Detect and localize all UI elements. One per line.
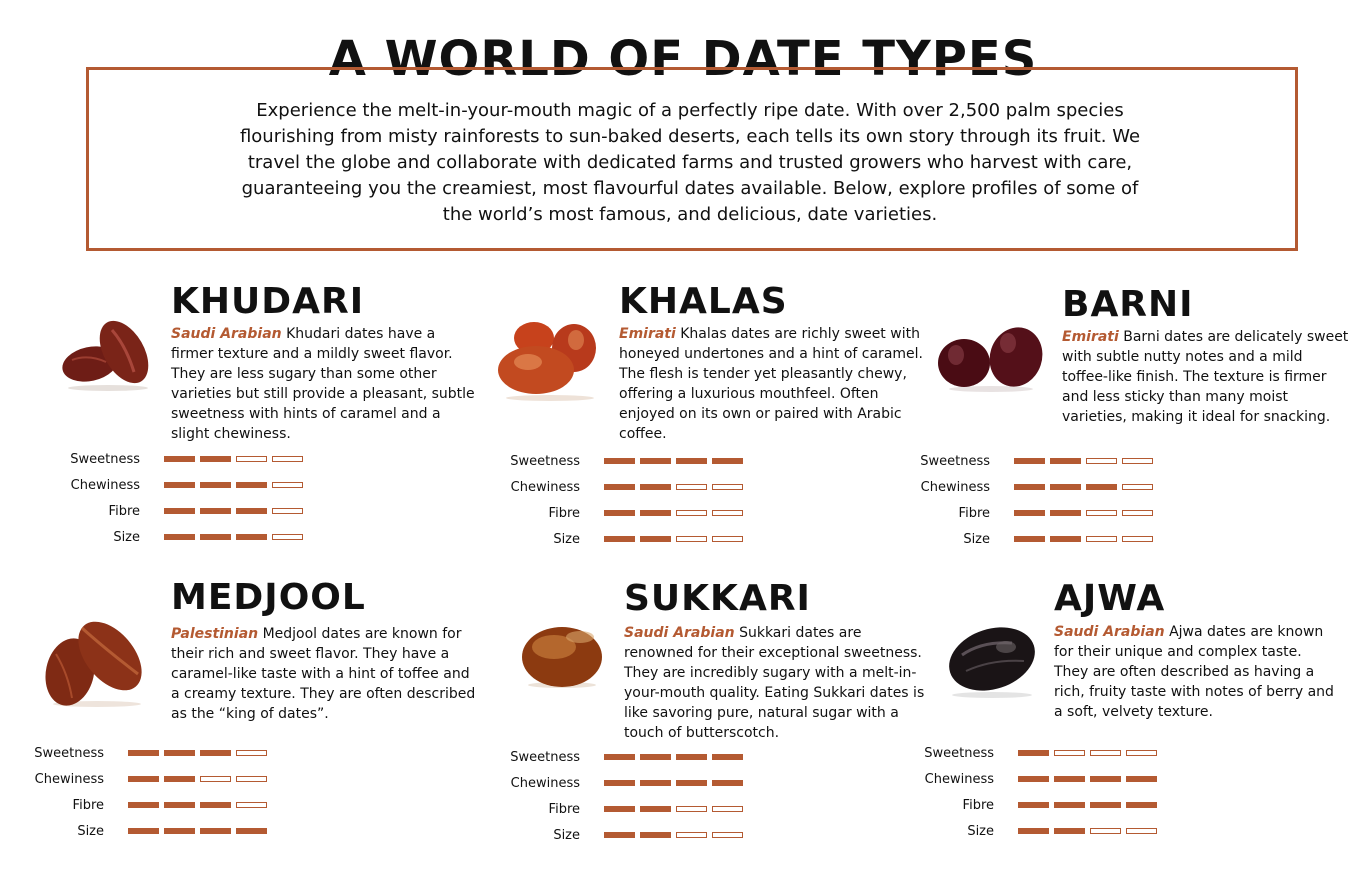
date-origin: Saudi Arabian	[171, 326, 282, 342]
rating-label: Sweetness	[920, 453, 990, 469]
rating-label: Chewiness	[34, 771, 104, 787]
rating-bar-filled	[604, 536, 635, 542]
rating-bars	[604, 536, 748, 542]
rating-label: Fibre	[108, 503, 140, 519]
rating-bar-filled	[1018, 750, 1049, 756]
rating-bar-filled	[164, 508, 195, 514]
rating-bar-empty	[236, 456, 267, 462]
rating-bar-empty	[1126, 828, 1157, 834]
rating-bar-filled	[128, 750, 159, 756]
rating-row-size	[60, 524, 308, 550]
rating-bar-empty	[272, 456, 303, 462]
rating-row-fibre	[60, 498, 308, 524]
rating-bar-filled	[604, 510, 635, 516]
rating-row-fibre	[910, 500, 1158, 526]
date-name: MEDJOOL	[171, 577, 366, 618]
rating-bar-empty	[676, 806, 707, 812]
rating-table	[500, 448, 748, 552]
rating-bars	[128, 750, 272, 756]
rating-bar-empty	[1122, 536, 1153, 542]
rating-bars	[164, 508, 308, 514]
rating-label: Chewiness	[70, 477, 140, 493]
rating-bar-filled	[712, 754, 743, 760]
rating-bar-empty	[676, 832, 707, 838]
date-card-barni	[920, 284, 1356, 555]
rating-row-fibre	[914, 792, 1162, 818]
rating-bar-empty	[236, 802, 267, 808]
date-description: Saudi Arabian Ajwa dates are known for their unique and complex taste. They are often described as having a rich, fruity taste with notes of berry and a soft, velvety texture.	[1054, 624, 1334, 720]
page-title: A WORLD OF DATE TYPES	[0, 24, 1366, 94]
rating-bars	[604, 484, 748, 490]
rating-label: Size	[113, 529, 140, 545]
sukkari-date-photo	[520, 625, 604, 689]
rating-bar-empty	[1054, 750, 1085, 756]
rating-bar-empty	[676, 510, 707, 516]
rating-table	[60, 446, 308, 550]
rating-bars	[604, 832, 748, 838]
rating-bars	[604, 780, 748, 786]
rating-label: Sweetness	[70, 451, 140, 467]
rating-bar-empty	[1086, 536, 1117, 542]
rating-bars	[1014, 484, 1158, 490]
rating-bar-filled	[1014, 536, 1045, 542]
rating-bar-filled	[164, 802, 195, 808]
rating-bar-filled	[1054, 828, 1085, 834]
rating-bar-filled	[604, 458, 635, 464]
rating-row-size	[500, 822, 748, 848]
rating-bar-filled	[1126, 776, 1157, 782]
rating-bar-filled	[640, 484, 671, 490]
rating-table	[24, 740, 272, 844]
date-origin: Palestinian	[171, 626, 259, 642]
rating-row-size	[24, 818, 272, 844]
rating-row-sweetness	[500, 448, 748, 474]
date-card-khudari	[60, 282, 480, 552]
rating-bar-filled	[1126, 802, 1157, 808]
rating-label: Size	[963, 531, 990, 547]
rating-row-sweetness	[910, 448, 1158, 474]
rating-bar-filled	[640, 832, 671, 838]
rating-label: Sweetness	[924, 745, 994, 761]
rating-bar-empty	[712, 806, 743, 812]
rating-bar-filled	[604, 780, 635, 786]
rating-row-fibre	[500, 500, 748, 526]
rating-bar-empty	[200, 776, 231, 782]
rating-row-fibre	[24, 792, 272, 818]
rating-bar-filled	[236, 828, 267, 834]
rating-bar-filled	[164, 534, 195, 540]
rating-bar-filled	[200, 482, 231, 488]
rating-bar-filled	[712, 780, 743, 786]
rating-bar-empty	[1090, 828, 1121, 834]
medjool-date-photo	[42, 614, 152, 708]
rating-bar-filled	[1014, 510, 1045, 516]
rating-bar-empty	[272, 534, 303, 540]
rating-bar-filled	[676, 780, 707, 786]
rating-bar-filled	[236, 534, 267, 540]
rating-bar-empty	[1086, 458, 1117, 464]
rating-table	[914, 740, 1162, 844]
rating-label: Chewiness	[924, 771, 994, 787]
rating-bar-empty	[236, 750, 267, 756]
rating-row-chewiness	[910, 474, 1158, 500]
rating-label: Chewiness	[510, 479, 580, 495]
ajwa-date-photo	[942, 621, 1042, 699]
rating-bar-filled	[1090, 802, 1121, 808]
rating-bar-filled	[200, 534, 231, 540]
rating-bars	[1018, 750, 1162, 756]
rating-bar-filled	[1018, 828, 1049, 834]
date-name: SUKKARI	[624, 578, 811, 619]
rating-bar-empty	[1122, 484, 1153, 490]
rating-bar-filled	[1050, 510, 1081, 516]
date-card-khalas	[508, 282, 928, 552]
rating-bar-filled	[128, 776, 159, 782]
rating-bar-filled	[1014, 458, 1045, 464]
rating-bar-empty	[272, 482, 303, 488]
rating-bar-empty	[1126, 750, 1157, 756]
rating-bar-filled	[1050, 536, 1081, 542]
date-name: BARNI	[1062, 284, 1194, 325]
rating-bar-filled	[164, 456, 195, 462]
rating-bar-filled	[1086, 484, 1117, 490]
rating-bar-empty	[1090, 750, 1121, 756]
rating-bars	[604, 458, 748, 464]
rating-row-chewiness	[500, 474, 748, 500]
date-name: KHUDARI	[171, 281, 365, 322]
rating-bar-filled	[676, 458, 707, 464]
rating-bars	[164, 456, 308, 462]
rating-label: Sweetness	[510, 749, 580, 765]
rating-bars	[604, 510, 748, 516]
rating-bar-filled	[1050, 458, 1081, 464]
rating-row-size	[500, 526, 748, 552]
date-origin: Emirati	[1062, 329, 1119, 345]
intro-text: Experience the melt-in-your-mouth magic of a perfectly ripe date. With over 2,500 palm species flourishing from misty rainforests to sun-baked deserts, each tells its own story through its fruit. We travel the globe and collaborate with dedicated farms and trusted growers who harvest with care, guaranteeing you the creamiest, most flavourful dates available. Below, explore profiles of some of the world’s most famous, and delicious, date varieties.	[239, 100, 1141, 225]
rating-bars	[128, 802, 272, 808]
barni-date-photo	[936, 321, 1046, 393]
rating-label: Fibre	[548, 505, 580, 521]
rating-bar-filled	[164, 482, 195, 488]
rating-label: Size	[553, 531, 580, 547]
rating-label: Fibre	[958, 505, 990, 521]
rating-label: Sweetness	[510, 453, 580, 469]
rating-row-sweetness	[500, 744, 748, 770]
rating-bar-filled	[640, 806, 671, 812]
rating-bars	[604, 806, 748, 812]
date-description: Emirati Khalas dates are richly sweet with honeyed undertones and a hint of caramel. The flesh is tender yet pleasantly chewy, offering a luxurious mouthfeel. Often enjoyed on its own or paired with Arabic coffee.	[619, 326, 923, 442]
rating-bar-filled	[604, 754, 635, 760]
rating-bar-filled	[1014, 484, 1045, 490]
rating-row-size	[910, 526, 1158, 552]
rating-label: Chewiness	[920, 479, 990, 495]
rating-row-fibre	[500, 796, 748, 822]
rating-label: Sweetness	[34, 745, 104, 761]
rating-bar-filled	[1054, 776, 1085, 782]
rating-bar-filled	[200, 828, 231, 834]
rating-label: Chewiness	[510, 775, 580, 791]
date-name: KHALAS	[619, 281, 788, 322]
rating-bars	[1018, 776, 1162, 782]
rating-row-sweetness	[24, 740, 272, 766]
rating-bar-filled	[128, 828, 159, 834]
rating-bar-filled	[604, 832, 635, 838]
rating-bar-filled	[200, 750, 231, 756]
rating-label: Size	[77, 823, 104, 839]
rating-label: Size	[553, 827, 580, 843]
date-name: AJWA	[1054, 578, 1166, 619]
rating-bar-filled	[1090, 776, 1121, 782]
rating-row-chewiness	[60, 472, 308, 498]
date-origin: Emirati	[619, 326, 676, 342]
rating-bar-filled	[236, 508, 267, 514]
rating-row-sweetness	[914, 740, 1162, 766]
date-card-sukkari	[510, 578, 936, 849]
rating-label: Fibre	[548, 801, 580, 817]
rating-bars	[1014, 458, 1158, 464]
rating-bar-empty	[236, 776, 267, 782]
khudari-date-photo	[60, 316, 156, 392]
rating-bar-empty	[676, 484, 707, 490]
date-description: Palestinian Medjool dates are known for their rich and sweet flavor. They have a caramel-like taste with a hint of toffee and a creamy texture. They are often described as the “king of dates”.	[171, 626, 476, 722]
rating-bar-filled	[604, 484, 635, 490]
rating-bars	[1018, 802, 1162, 808]
rating-bar-filled	[236, 482, 267, 488]
rating-bar-filled	[640, 536, 671, 542]
rating-bar-empty	[676, 536, 707, 542]
rating-bar-filled	[1018, 776, 1049, 782]
rating-bar-filled	[640, 510, 671, 516]
rating-bar-filled	[604, 806, 635, 812]
rating-bar-empty	[272, 508, 303, 514]
rating-table	[910, 448, 1158, 552]
rating-bar-filled	[712, 458, 743, 464]
rating-label: Fibre	[962, 797, 994, 813]
date-origin: Saudi Arabian	[1054, 624, 1165, 640]
rating-row-sweetness	[60, 446, 308, 472]
rating-row-chewiness	[500, 770, 748, 796]
date-description: Saudi Arabian Sukkari dates are renowned for their exceptional sweetness. They are incredibly sugary with a melt-in-your-mouth quality. Eating Sukkari dates is like savoring pure, natural sugar with a touch of butterscotch.	[624, 625, 925, 741]
date-origin: Saudi Arabian	[624, 625, 735, 641]
rating-bar-filled	[676, 754, 707, 760]
rating-bars	[128, 776, 272, 782]
rating-bar-empty	[712, 484, 743, 490]
rating-table	[500, 744, 748, 848]
rating-bar-filled	[640, 780, 671, 786]
rating-bars	[164, 482, 308, 488]
rating-bar-empty	[1122, 458, 1153, 464]
rating-label: Fibre	[72, 797, 104, 813]
rating-bar-filled	[640, 754, 671, 760]
rating-row-size	[914, 818, 1162, 844]
rating-bars	[1014, 510, 1158, 516]
rating-bars	[128, 828, 272, 834]
rating-bar-filled	[200, 456, 231, 462]
rating-row-chewiness	[24, 766, 272, 792]
rating-bar-filled	[640, 458, 671, 464]
rating-bars	[604, 754, 748, 760]
rating-bar-filled	[164, 776, 195, 782]
date-card-ajwa	[924, 578, 1362, 849]
rating-bar-empty	[712, 510, 743, 516]
date-description: Emirati Barni dates are delicately sweet with subtle nutty notes and a mild toffee-like finish. The texture is firmer and less sticky than many moist varieties, making it ideal for snacking.	[1062, 329, 1349, 425]
rating-bars	[1018, 828, 1162, 834]
rating-label: Size	[967, 823, 994, 839]
rating-bar-filled	[1050, 484, 1081, 490]
rating-bars	[1014, 536, 1158, 542]
date-card-medjool	[34, 577, 476, 848]
rating-bar-empty	[712, 536, 743, 542]
rating-row-chewiness	[914, 766, 1162, 792]
khalas-date-photo	[494, 312, 606, 402]
rating-bar-filled	[164, 750, 195, 756]
rating-bar-filled	[200, 802, 231, 808]
rating-bar-filled	[164, 828, 195, 834]
rating-bar-empty	[1086, 510, 1117, 516]
rating-bar-filled	[1054, 802, 1085, 808]
date-description: Saudi Arabian Khudari dates have a firmer texture and a mildly sweet flavor. They are less sugary than some other varieties but still provide a pleasant, subtle sweetness with hints of caramel and a slight chewiness.	[171, 326, 475, 442]
rating-bar-empty	[1122, 510, 1153, 516]
rating-bar-filled	[128, 802, 159, 808]
rating-bar-empty	[712, 832, 743, 838]
rating-bars	[164, 534, 308, 540]
rating-bar-filled	[200, 508, 231, 514]
rating-bar-filled	[1018, 802, 1049, 808]
